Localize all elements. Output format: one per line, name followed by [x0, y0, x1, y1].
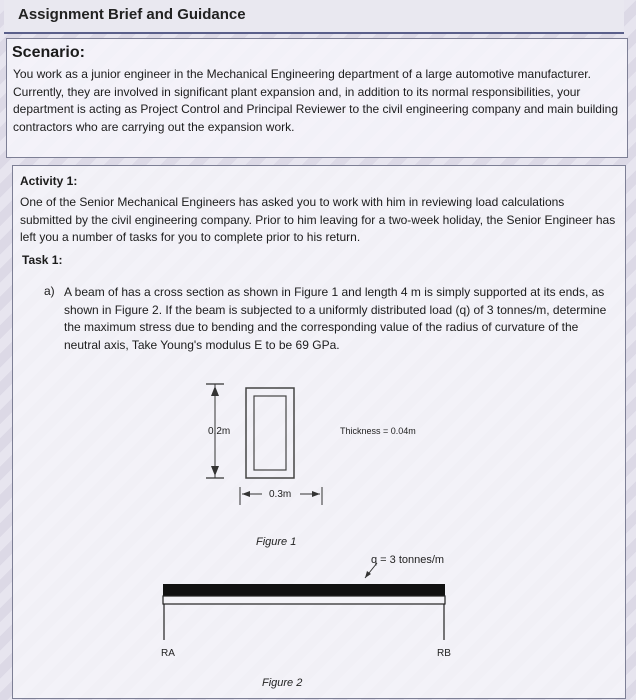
width-arrow-left-icon [242, 491, 250, 497]
reaction-left-label: RA [161, 648, 175, 659]
scenario-heading: Scenario: [12, 44, 85, 61]
task-heading: Task 1: [22, 253, 63, 267]
activity-text: One of the Senior Mechanical Engineers has asked you to work with him in reviewing load calculations submitted by the civil engineering company. Prior to him leaving for a two-week holiday, the Senior Engineer has left you a number of tasks for you to complete prior to his return. [20, 195, 616, 244]
height-label: 0.2m [208, 426, 231, 437]
width-label: 0.3m [269, 489, 292, 500]
distributed-load-bar [163, 584, 445, 596]
cross-section-outer [246, 388, 294, 478]
figure1-caption: Figure 1 [256, 536, 297, 548]
height-arrow-up-icon [211, 386, 219, 396]
cross-section-inner [254, 396, 286, 470]
load-label: q = 3 tonnes/m [371, 554, 445, 566]
width-arrow-right-icon [312, 491, 320, 497]
task-item-label: a) [44, 284, 55, 298]
figure2-caption: Figure 2 [262, 677, 303, 689]
reaction-right-label: RB [437, 648, 451, 659]
height-arrow-down-icon [211, 466, 219, 476]
task-item-text: A beam of has a cross section as shown in Figure 1 and length 4 m is simply supported at its ends, as shown in Figure 2. If the beam is subjected to a uniformly distributed load (q) of 3 tonnes/m, determine the maximum stress due to bending and the corresponding value of the radius of curvature of the neutral axis, Take Young's modulus E to be 69 GPa. [64, 285, 607, 352]
thickness-label: Thickness = 0.04m [340, 426, 416, 436]
activity-heading: Activity 1: [20, 174, 78, 188]
scenario-text: You work as a junior engineer in the Mechanical Engineering department of a large automotive manufacturer. Currently, they are involved in significant plant expansion and, in addition to its normal responsibilities, your department is acting as Project Control and Principal Reviewer to the civil engineering company and main building contractors who are carrying out the expansion work. [13, 67, 618, 134]
page-title: Assignment Brief and Guidance [18, 6, 246, 23]
beam [163, 596, 445, 604]
